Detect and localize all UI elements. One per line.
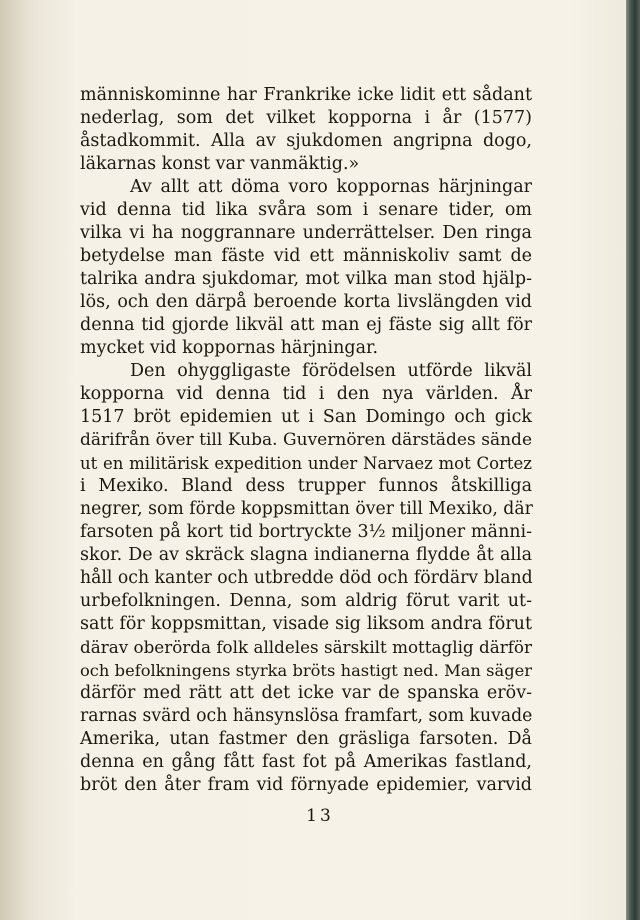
text-line: människominne har Frankrike icke lidit ett sådant <box>80 85 532 105</box>
text-line: skor. De av skräck slagna indianerna flydde åt alla <box>80 545 532 565</box>
text-line: Amerika, utan fastmer den gräsliga farsoten. Då <box>80 729 532 749</box>
text-line: vid denna tid lika svåra som i senare tider, om <box>80 200 532 220</box>
text-line: talrika andra sjukdomar, mot vilka man stod hjälp- <box>80 269 532 289</box>
text-line: därför med rätt att det icke var de spanska eröv- <box>80 683 532 703</box>
text-line: lös, och den därpå beroende korta livslängden vid <box>80 292 532 312</box>
text-line: bröt den åter fram vid förnyade epidemier, varvid <box>80 775 532 795</box>
text-line: och befolkningens styrka bröts hastigt ned. Man säger <box>80 661 532 680</box>
text-line: ut en militärisk expedition under Narvaez mot Cortez <box>80 454 532 473</box>
text-line: åstadkommit. Alla av sjukdomen angripna dogo, <box>80 131 532 151</box>
text-line: denna en gång fått fast fot på Amerikas fastland, <box>80 752 532 772</box>
text-line: i Mexiko. Bland dess trupper funnos åtskilliga <box>80 476 532 496</box>
text-line: nederlag, som det vilket kopporna i år (1577) <box>80 108 532 128</box>
book-cover-edge <box>626 0 640 920</box>
text-line: Den ohyggligaste förödelsen utförde likväl <box>130 361 532 381</box>
text-line: mycket vid koppornas härjningar. <box>80 338 379 358</box>
text-line: rarnas svärd och hänsynslösa framfart, som kuvade <box>80 706 533 726</box>
text-line: betydelse man fäste vid ett människoliv samt de <box>80 246 532 266</box>
text-line: därav oberörda folk alldeles särskilt mottaglig därför <box>80 637 532 657</box>
text-line: vilka vi ha noggrannare underrättelser. Den ringa <box>80 223 532 243</box>
page-number: 13 <box>306 806 334 826</box>
text-line: denna tid gjorde likväl att man ej fäste sig allt för <box>80 315 532 335</box>
text-line: läkarnas konst var vanmäktig.» <box>80 154 360 174</box>
text-line: farsoten på kort tid bortryckte 3½ miljoner männi- <box>80 522 532 542</box>
text-line: urbefolkningen. Denna, som aldrig förut varit ut- <box>80 591 532 611</box>
text-line: kopporna vid denna tid i den nya världen. År <box>80 384 532 404</box>
text-line: negrer, som förde koppsmittan över till Mexiko, där <box>80 499 533 519</box>
text-line: Av allt att döma voro koppornas härjningar <box>130 177 532 197</box>
text-line: satt för koppsmittan, visade sig liksom andra förut <box>80 614 532 634</box>
text-line: håll och kanter och utbredde död och fördärv bland <box>80 568 533 588</box>
text-line: därifrån över till Kuba. Guvernören därstädes sände <box>80 430 532 450</box>
body-text <box>80 84 532 797</box>
text-line: 1517 bröt epidemien ut i San Domingo och gick <box>80 407 532 427</box>
